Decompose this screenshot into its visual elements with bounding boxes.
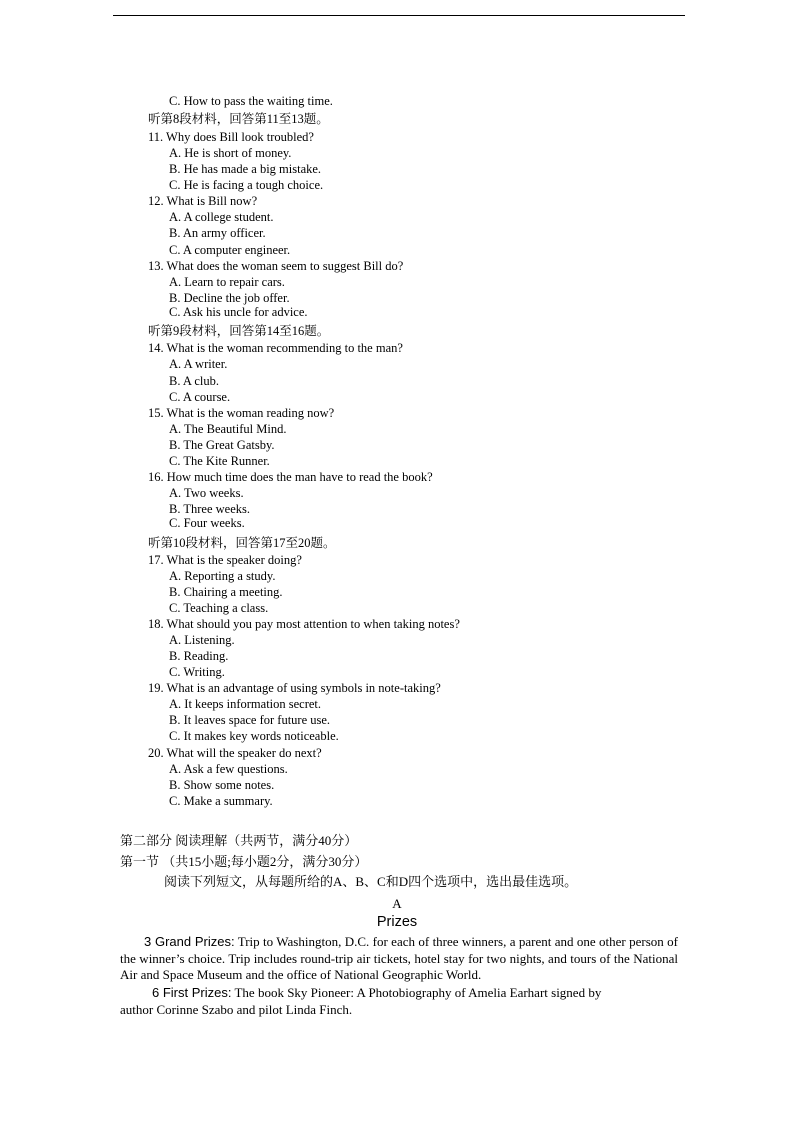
q13-option-c: C. Ask his uncle for advice. — [169, 305, 308, 319]
question-14: 14. What is the woman recommending to the man? — [148, 341, 403, 355]
q16-option-a: A. Two weeks. — [169, 486, 244, 500]
q15-option-b: B. The Great Gatsby. — [169, 438, 275, 452]
q12-option-c: C. A computer engineer. — [169, 243, 291, 257]
question-15: 15. What is the woman reading now? — [148, 406, 335, 420]
q15-option-a: A. The Beautiful Mind. — [169, 422, 287, 436]
q17-option-b: B. Chairing a meeting. — [169, 585, 283, 599]
grand-prizes-label: 3 Grand Prizes: — [144, 934, 235, 949]
q17-option-c: C. Teaching a class. — [169, 601, 269, 615]
q20-option-a: A. Ask a few questions. — [169, 762, 288, 776]
q18-option-a: A. Listening. — [169, 633, 235, 647]
header-rule — [113, 15, 685, 16]
first-prizes-label: 6 First Prizes: — [152, 985, 232, 1000]
section-1-heading: 第一节 （共15小题;每小题2分，满分30分） — [120, 854, 368, 869]
q13-option-a: A. Learn to repair cars. — [169, 275, 285, 289]
first-prizes-paragraph — [120, 985, 678, 1018]
q20-option-c: C. Make a summary. — [169, 794, 273, 808]
q18-option-b: B. Reading. — [169, 649, 229, 663]
question-20: 20. What will the speaker do next? — [148, 746, 322, 760]
q19-option-b: B. It leaves space for future use. — [169, 713, 331, 727]
part-2-heading: 第二部分 阅读理解（共两节，满分40分） — [120, 833, 358, 848]
q19-option-a: A. It keeps information secret. — [169, 697, 322, 711]
passage-title: Prizes — [376, 914, 418, 930]
q17-option-a: A. Reporting a study. — [169, 569, 276, 583]
q11-option-b: B. He has made a big mistake. — [169, 162, 322, 176]
passage-letter: A — [392, 896, 402, 911]
question-11: 11. Why does Bill look troubled? — [148, 130, 314, 144]
question-16: 16. How much time does the man have to read the book? — [148, 470, 433, 484]
q16-option-c: C. Four weeks. — [169, 516, 245, 530]
q20-option-b: B. Show some notes. — [169, 778, 275, 792]
first-prizes-line-1 — [120, 985, 678, 1002]
q18-option-c: C. Writing. — [169, 665, 225, 679]
q14-option-c: C. A course. — [169, 390, 231, 404]
reading-instruction: 阅读下列短文，从每题所给的A、B、C和D四个选项中，选出最佳选项。 — [164, 874, 578, 889]
q11-option-a: A. He is short of money. — [169, 146, 292, 160]
q15-option-c: C. The Kite Runner. — [169, 454, 270, 468]
q14-option-a: A. A writer. — [169, 357, 228, 371]
q11-option-c: C. He is facing a tough choice. — [169, 178, 324, 192]
question-18: 18. What should you pay most attention to when taking notes? — [148, 617, 460, 631]
question-17: 17. What is the speaker doing? — [148, 553, 302, 567]
q16-option-b: B. Three weeks. — [169, 502, 250, 516]
first-prizes-text-1: The book Sky Pioneer: A Photobiography of Amelia Earhart signed by — [231, 985, 602, 1000]
question-13: 13. What does the woman seem to suggest Bill do? — [148, 259, 404, 273]
q19-option-c: C. It makes key words noticeable. — [169, 729, 339, 743]
section-9-instruction: 听第9段材料，回答第14至16题。 — [148, 324, 330, 338]
question-19: 19. What is an advantage of using symbols in note-taking? — [148, 681, 441, 695]
q14-option-b: B. A club. — [169, 374, 220, 388]
grand-prizes-paragraph — [120, 934, 678, 984]
question-12: 12. What is Bill now? — [148, 194, 258, 208]
q12-option-b: B. An army officer. — [169, 226, 266, 240]
q12-option-a: A. A college student. — [169, 210, 274, 224]
q13-option-b: B. Decline the job offer. — [169, 291, 290, 305]
grand-prizes-text: Trip to Washington, D.C. for each of three winners, a parent and one other person of the winner’s choice. Trip includes round-trip air tickets, hotel stay for two nights, and tours of the National Air and Space Museum and the office of National Geographic World. — [120, 934, 678, 982]
first-prizes-text-2: author Corinne Szabo and pilot Linda Finch. — [120, 1001, 353, 1017]
section-10-instruction: 听第10段材料，回答第17至20题。 — [148, 536, 336, 550]
section-8-instruction: 听第8段材料，回答第11至13题。 — [148, 112, 329, 126]
q10-option-c: C. How to pass the waiting time. — [169, 94, 333, 108]
